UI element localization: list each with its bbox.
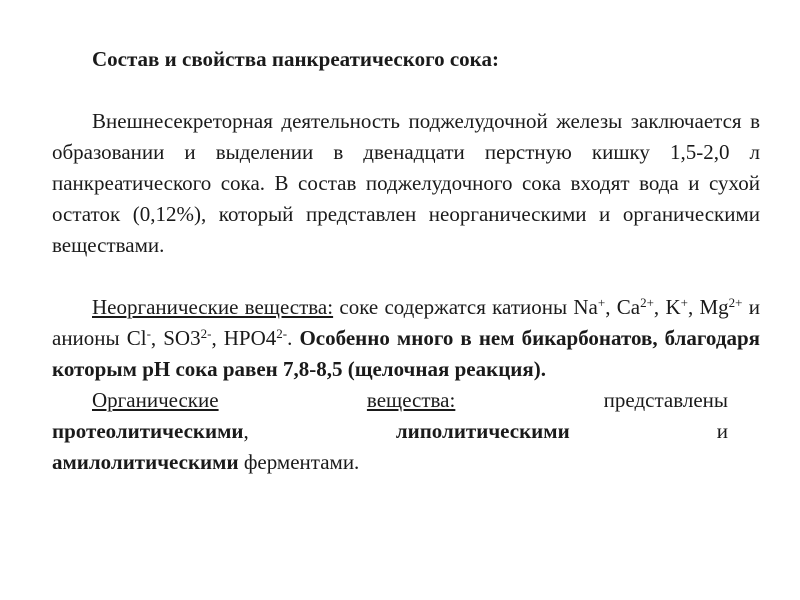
separator: , [211,326,224,350]
enzymes-word: ферментами. [238,450,360,474]
organic-label-word-2: вещества: [366,388,456,412]
charge-cl: - [146,326,151,341]
separator: . [287,326,300,350]
separator: , [653,295,666,319]
paragraph-exocrine-function: Внешнесекреторная деятельность поджелудочной железы заключается в образовании и выделении в двенадцати перстную кишку 1,5-2,0 л панкреатического сока. В состав поджелудочного сока входят вода и сухой остаток (0,12%), который представлен неорганическими и органическими веществами. [52,109,760,257]
and-word: и [716,419,728,443]
organic-line-2 [52,416,728,447]
charge-so3: 2- [200,326,212,341]
cation-ca: Ca [616,295,641,319]
organic-line-3 [52,447,728,478]
organic-represented: представлены [603,388,728,412]
cation-k: K [665,295,681,319]
charge-ca: 2+ [640,295,654,310]
separator: , [605,295,617,319]
organic-label-word-1: Органические [92,388,219,412]
anion-hpo4: HPO4 [223,326,277,350]
cation-mg: Mg [699,295,729,319]
bicarbonate-note: Особенно много в нем бикарбонатов, благодаря которым pH сока равен 7,8-8,5 (щелочная реакция). [52,326,760,381]
amylolytic-word: амилолитическими [52,450,239,474]
anion-so3: SO3 [163,326,201,350]
document-heading: Состав и свойства панкреатического сока: [92,47,499,71]
separator: , [243,419,249,443]
organic-line-1 [52,385,728,416]
charge-na: + [597,295,606,310]
anions-text: и анионы Cl [52,295,761,350]
charge-k: + [680,295,688,310]
separator: , [687,295,700,319]
separator: , [150,326,164,350]
proteolytic-word: протеолитическими [52,419,244,443]
paragraph-organic-substances [52,385,728,478]
lipolytic-word: липолитическими [395,419,570,443]
document-page [52,44,760,478]
spacer [52,261,760,292]
charge-mg: 2+ [728,295,743,310]
paragraph-inorganic-substances [52,292,760,385]
proteolytic-group [52,416,249,447]
inorganic-text: соке содержатся катионы Na [333,295,598,319]
spacer [52,75,760,106]
inorganic-label: Неорганические вещества: [92,295,334,319]
charge-hpo4: 2- [276,326,288,341]
